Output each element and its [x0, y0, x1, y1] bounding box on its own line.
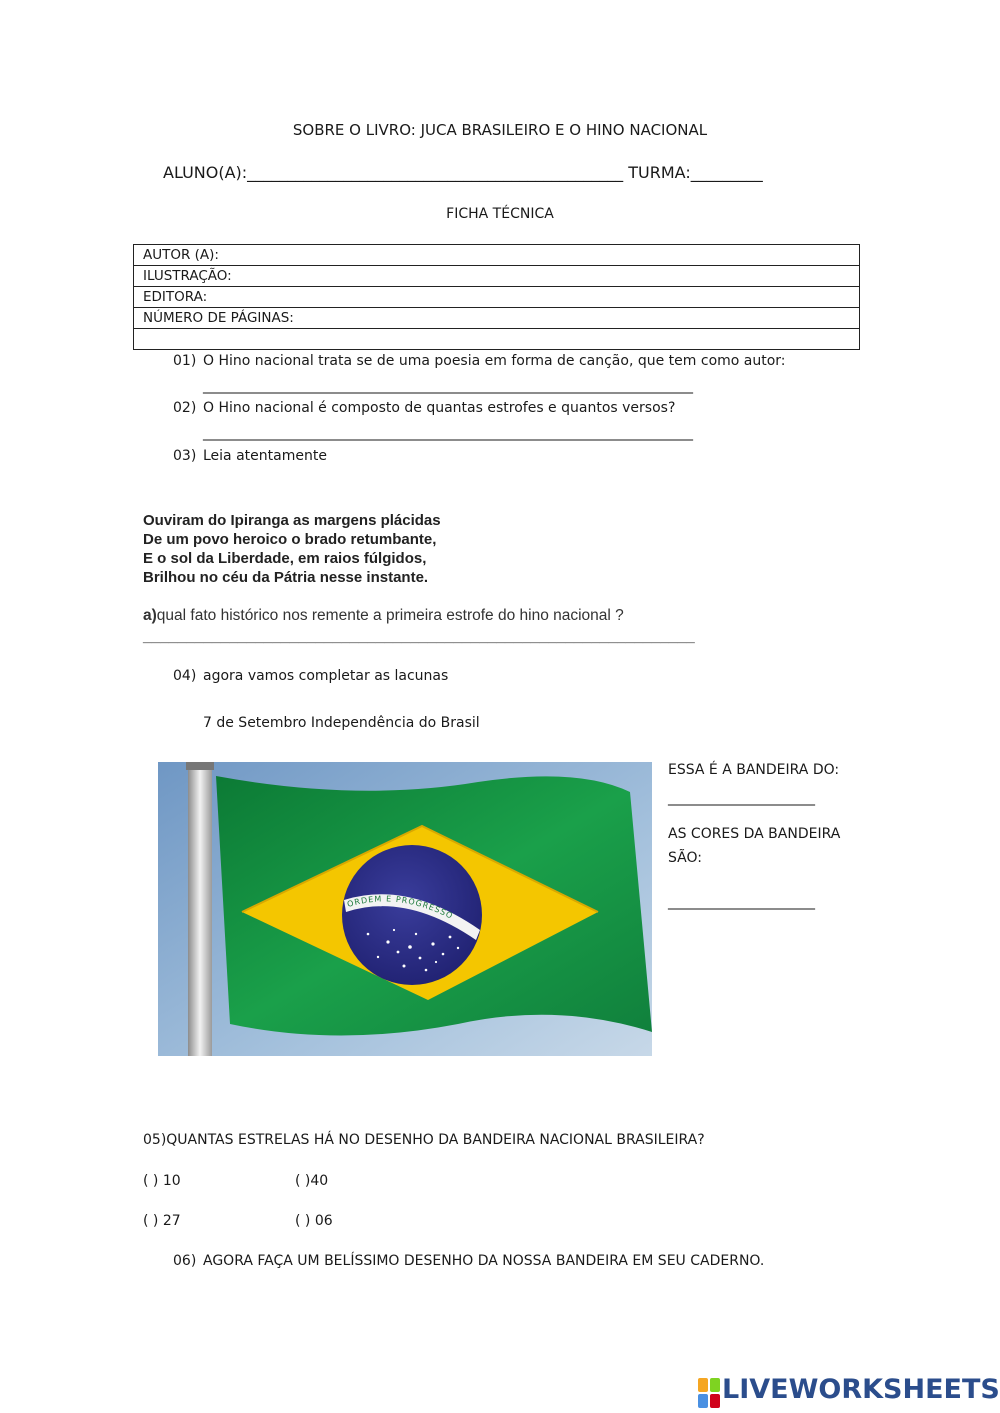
- question-4: [173, 668, 448, 684]
- question-1-text: O Hino nacional trata se de uma poesia em forma de canção, que tem como autor:: [203, 353, 786, 369]
- answer-line-2[interactable]: ______________________________________________________________________: [203, 425, 693, 441]
- ficha-row-autor[interactable]: AUTOR (A):: [134, 245, 860, 266]
- option-40[interactable]: ( )40: [295, 1173, 329, 1189]
- flag-colors-answer-line[interactable]: _____________________: [668, 894, 815, 910]
- ficha-title: FICHA TÉCNICA: [446, 206, 554, 222]
- ficha-row-editora[interactable]: EDITORA:: [134, 287, 860, 308]
- ficha-row-ilustracao[interactable]: ILUSTRAÇÃO:: [134, 266, 860, 287]
- question-3-text: Leia atentamente: [203, 448, 327, 464]
- option-10[interactable]: ( ) 10: [143, 1173, 181, 1189]
- flag-country-answer-line[interactable]: _____________________: [668, 790, 815, 806]
- ficha-row-empty[interactable]: [134, 329, 860, 350]
- question-3-number: 03): [173, 448, 197, 464]
- hymn-line: Brilhou no céu da Pátria nesse instante.: [143, 569, 429, 586]
- flag-illustration: [158, 762, 652, 1056]
- question-1: [173, 353, 786, 369]
- brazil-flag-photo: [158, 762, 652, 1056]
- answer-line-3a[interactable]: ________________________________________________________________: [143, 628, 695, 645]
- flag-pole: [188, 762, 212, 1056]
- hymn-line: De um povo heroico o brado retumbante,: [143, 531, 437, 548]
- option-06[interactable]: ( ) 06: [295, 1213, 333, 1229]
- hymn-stanza: [143, 511, 441, 587]
- option-27[interactable]: ( ) 27: [143, 1213, 181, 1229]
- hymn-line: E o sol da Liberdade, em raios fúlgidos,: [143, 550, 427, 567]
- question-3: [173, 448, 327, 464]
- question-6-text: AGORA FAÇA UM BELÍSSIMO DESENHO DA NOSSA BANDEIRA EM SEU CADERNO.: [203, 1253, 765, 1269]
- question-3a-text: qual fato histórico nos remente a primeira estrofe do hino nacional ?: [156, 607, 624, 624]
- student-class-line[interactable]: ALUNO(A):_______________________________________________ TURMA:_________: [163, 163, 763, 182]
- question-5: 05)QUANTAS ESTRELAS HÁ NO DESENHO DA BANDEIRA NACIONAL BRASILEIRA?: [143, 1132, 705, 1148]
- ficha-tecnica-table: [133, 244, 860, 350]
- question-6: [173, 1253, 764, 1269]
- question-2-number: 02): [173, 400, 197, 416]
- flag-colors-label: AS CORES DA BANDEIRA: [668, 826, 841, 842]
- liveworksheets-logo-icon: [698, 1378, 720, 1408]
- word-bank: 7 de Setembro Independência do Brasil: [203, 715, 480, 731]
- question-2-text: O Hino nacional é composto de quantas estrofes e quantos versos?: [203, 400, 676, 416]
- flag-blue-globe: [342, 845, 482, 985]
- question-4-number: 04): [173, 668, 197, 684]
- question-2: [173, 400, 675, 416]
- ficha-row-paginas[interactable]: NÚMERO DE PÁGINAS:: [134, 308, 860, 329]
- question-3a: [143, 607, 624, 625]
- flag-motto-text: ORDEM E PROGRESSO: [346, 894, 455, 921]
- question-3a-label: a): [143, 607, 157, 624]
- flag-question-label: ESSA É A BANDEIRA DO:: [668, 762, 840, 778]
- answer-line-1[interactable]: ______________________________________________________________________: [203, 378, 693, 394]
- liveworksheets-brand[interactable]: LIVEWORKSHEETS: [722, 1374, 1000, 1405]
- question-6-number: 06): [173, 1253, 197, 1269]
- flag-colors-label-2: SÃO:: [668, 850, 702, 866]
- worksheet-title: SOBRE O LIVRO: JUCA BRASILEIRO E O HINO NACIONAL: [292, 121, 708, 139]
- question-4-text: agora vamos completar as lacunas: [203, 668, 449, 684]
- hymn-line: Ouviram do Ipiranga as margens plácidas: [143, 512, 441, 529]
- question-1-number: 01): [173, 353, 197, 369]
